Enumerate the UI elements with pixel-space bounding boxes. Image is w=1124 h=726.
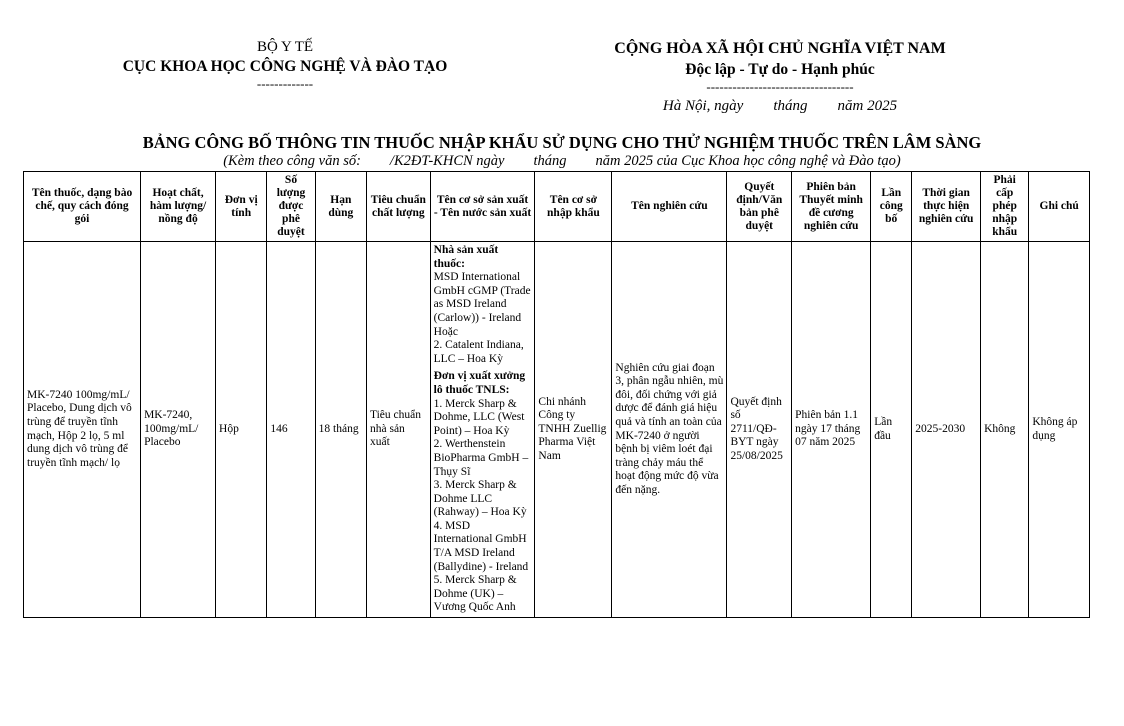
cell-quality-standard: Tiêu chuẩn nhà sản xuất bbox=[366, 242, 430, 618]
drug-info-table bbox=[23, 171, 1090, 618]
manufacturer-section-text: MSD International GmbH cGMP (Trade as MSD Ireland (Carlow)) - Ireland Hoặc 2. Catalent Indiana, LLC – Hoa Kỳ bbox=[433, 271, 531, 365]
cell-unit: Hộp bbox=[216, 242, 267, 618]
cell-study-name: Nghiên cứu giai đoạn 3, phân ngẫu nhiên, mù đôi, đối chứng với giả dược để đánh giá hiệu quả và tính an toàn của MK-7240 ở người bệnh bị viêm loét đại tràng chảy máu thể hoạt động mức độ vừa đến nặng. bbox=[612, 242, 727, 618]
header-expiry: Hạn dùng bbox=[315, 172, 366, 242]
motto-separator: ---------------------------------- bbox=[706, 79, 854, 94]
date-line: Hà Nội, ngày tháng năm 2025 bbox=[662, 98, 898, 114]
header-quality-standard: Tiêu chuẩn chất lượng bbox=[366, 172, 430, 242]
national-motto: Độc lập - Tự do - Hạnh phúc bbox=[685, 61, 875, 78]
header-decision: Quyết định/Văn bản phê duyệt bbox=[727, 172, 792, 242]
department-name: CỤC KHOA HỌC CÔNG NGHỆ VÀ ĐÀO TẠO bbox=[122, 58, 448, 75]
release-site-section-text: 1. Merck Sharp & Dohme, LLC (West Point) – Hoa Kỳ 2. Werthenstein BioPharma GmbH – Thụy Sĩ 3. Merck Sharp & Dohme LLC (Rahway) – Hoa Kỳ 4. MSD International GmbH T/A MSD Ireland (Ballydine) - Ireland 5. Merck Sharp & Dohme (UK) – Vương Quốc Anh bbox=[433, 397, 529, 614]
cell-importer: Chi nhánh Công ty TNHH Zuellig Pharma Việt Nam bbox=[535, 242, 612, 618]
table-header-row bbox=[24, 172, 1090, 242]
cell-quantity: 146 bbox=[267, 242, 315, 618]
issuer-block bbox=[60, 38, 510, 91]
header-unit: Đơn vị tính bbox=[216, 172, 267, 242]
issuer-separator: ------------- bbox=[256, 76, 314, 91]
cell-import-license: Không bbox=[981, 242, 1029, 618]
release-site-section-title: Đơn vị xuất xưởng lô thuốc TNLS: bbox=[433, 370, 526, 396]
header-study-duration: Thời gian thực hiện nghiên cứu bbox=[912, 172, 981, 242]
document-title: BẢNG CÔNG BỐ THÔNG TIN THUỐC NHẬP KHẨU SỬ DỤNG CHO THỬ NGHIỆM THUỐC TRÊN LÂM SÀNG bbox=[142, 133, 982, 152]
header-protocol-version: Phiên bản Thuyết minh đề cương nghiên cứu bbox=[792, 172, 871, 242]
header-study-name: Tên nghiên cứu bbox=[612, 172, 727, 242]
header-announcement-times: Lần công bố bbox=[871, 172, 912, 242]
cell-study-duration: 2025-2030 bbox=[912, 242, 981, 618]
header-manufacturer: Tên cơ sở sản xuất - Tên nước sản xuất bbox=[430, 172, 535, 242]
header-importer: Tên cơ sở nhập khẩu bbox=[535, 172, 612, 242]
header-note: Ghi chú bbox=[1029, 172, 1090, 242]
cell-announcement-times: Lần đầu bbox=[871, 242, 912, 618]
header-import-license: Phải cấp phép nhập khẩu bbox=[981, 172, 1029, 242]
header-drug-name: Tên thuốc, dạng bào chế, quy cách đóng gói bbox=[24, 172, 141, 242]
manufacturer-section-title: Nhà sản xuất thuốc: bbox=[433, 244, 499, 270]
document-subtitle: (Kèm theo công văn số: /K2ĐT-KHCN ngày tháng năm 2025 của Cục Khoa học công nghệ và Đào tạo) bbox=[223, 153, 901, 169]
cell-note: Không áp dụng bbox=[1029, 242, 1090, 618]
cell-active-ingredient: MK-7240, 100mg/mL/ Placebo bbox=[141, 242, 216, 618]
ministry-name: BỘ Y TẾ bbox=[256, 39, 314, 55]
cell-drug-name: MK-7240 100mg/mL/ Placebo, Dung dịch vô trùng để truyền tĩnh mạch, Hộp 2 lọ, 5 ml dung dịch vô trùng để truyền tĩnh mạch/ lọ bbox=[24, 242, 141, 618]
republic-name: CỘNG HÒA XÃ HỘI CHỦ NGHĨA VIỆT NAM bbox=[614, 40, 946, 57]
table-row bbox=[24, 242, 1090, 618]
cell-manufacturer bbox=[430, 242, 535, 618]
cell-protocol-version: Phiên bản 1.1 ngày 17 tháng 07 năm 2025 bbox=[792, 242, 871, 618]
header-active-ingredient: Hoạt chất, hàm lượng/ nồng độ bbox=[141, 172, 216, 242]
cell-expiry: 18 tháng bbox=[315, 242, 366, 618]
national-header-block bbox=[550, 38, 1010, 116]
cell-decision: Quyết định số 2711/QĐ-BYT ngày 25/08/2025 bbox=[727, 242, 792, 618]
header-quantity: Số lượng được phê duyệt bbox=[267, 172, 315, 242]
